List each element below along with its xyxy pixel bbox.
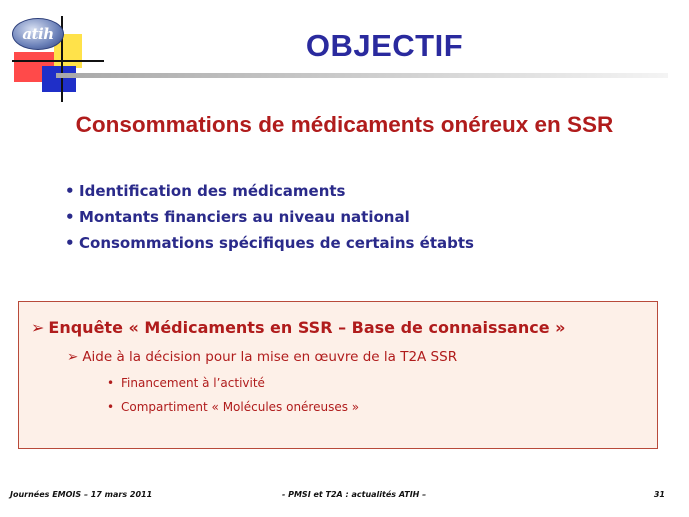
bullet-icon: • [65, 182, 75, 200]
slide-title: OBJECTIF [305, 28, 464, 63]
bullet-icon: • [107, 400, 115, 414]
survey-title: ➢ Enquête « Médicaments en SSR – Base de connaissance » [31, 318, 566, 337]
list-item: • Montants financiers au niveau national [65, 204, 474, 230]
list-item: • Consommations spécifiques de certains étabts [65, 230, 474, 256]
title-rule [56, 73, 668, 78]
bullet-list [65, 178, 474, 256]
survey-box [18, 301, 658, 449]
bullet-icon: • [107, 376, 115, 390]
bullet-icon: • [65, 234, 75, 252]
logo-text: atih [22, 25, 54, 43]
footer-event: Journées EMOIS – 17 mars 2011 [10, 490, 153, 499]
arrow-bullet-icon: ➢ [31, 318, 45, 337]
survey-subtitle: ➢ Aide à la décision pour la mise en œuvre de la T2A SSR [67, 349, 458, 365]
footer-topic: - PMSI et T2A : actualités ATIH – [282, 490, 427, 499]
list-item: • Identification des médicaments [65, 178, 474, 204]
list-item: • Compartiment « Molécules onéreuses » [107, 400, 360, 414]
logo-blue-square [42, 66, 76, 92]
list-item: • Financement à l’activité [107, 376, 265, 390]
page-number: 31 [653, 490, 665, 499]
arrow-bullet-icon: ➢ [67, 349, 79, 365]
bullet-icon: • [65, 208, 75, 226]
slide-subtitle: Consommations de médicaments onéreux en SSR [75, 112, 614, 137]
